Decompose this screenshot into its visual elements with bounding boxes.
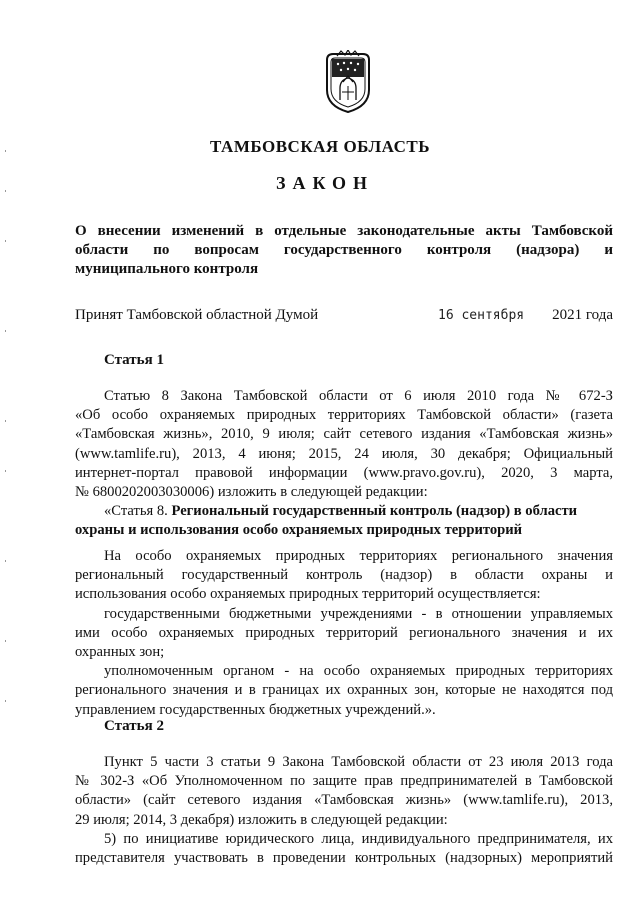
text-line: 5) по инициативе юридического лица, индивидуального предпринимателя, их bbox=[104, 830, 613, 847]
document-type-title: ЗАКОН bbox=[275, 173, 375, 193]
adoption-date: 16 сентября bbox=[438, 308, 525, 323]
text-line: Пункт 5 части 3 статьи 9 Закона Тамбовской области от 23 июля 2013 года bbox=[104, 754, 613, 770]
article-2-paragraph-1 bbox=[75, 753, 613, 868]
text-line: На особо охраняемых природных территориях регионального значения bbox=[104, 548, 613, 564]
scan-margin-dots bbox=[5, 0, 7, 905]
subject-line: О внесении изменений в отдельные законодательные акты Тамбовской bbox=[75, 223, 613, 239]
adoption-line bbox=[75, 307, 613, 324]
text-line: области» (сайт сетевого издания «Тамбовская жизнь» (www.tamlife.ru), 2013, bbox=[75, 792, 613, 809]
adoption-label: Принят Тамбовской областной Думой bbox=[75, 307, 319, 323]
coat-of-arms-icon bbox=[323, 50, 373, 114]
article-1-paragraph-1 bbox=[75, 387, 613, 541]
text-line: 29 июля; 2014, 3 декабря) изложить в следующей редакции: bbox=[75, 811, 448, 828]
text-line: регионального значения и в границах их охранных зон, которые не находятся под bbox=[75, 682, 613, 699]
subject-line: области по вопросам государственного контроля (надзора) и bbox=[75, 242, 613, 258]
text-line: управлением государственных бюджетных учреждений.». bbox=[75, 701, 436, 718]
text-line: № 6800202003030006) изложить в следующей редакции: bbox=[75, 484, 428, 501]
quote-prefix: «Статья 8. bbox=[104, 503, 172, 520]
quote-title: Региональный государственный контроль (надзор) в области bbox=[171, 503, 578, 520]
text-line: государственными бюджетными учреждениями - в отношении управляемых bbox=[104, 605, 613, 622]
quote-title-continued: охраны и использования особо охраняемых природных территорий bbox=[75, 522, 523, 539]
text-line: представителя участвовать в проведении контрольных (надзорных) мероприятий bbox=[75, 850, 613, 867]
article-2-title: Статья 2 bbox=[104, 718, 164, 734]
text-line: региональный государственный контроль (надзор) в области охраны и bbox=[75, 567, 613, 584]
text-line: № 302-З «Об Уполномоченном по защите прав предпринимателей в Тамбовской bbox=[75, 773, 613, 790]
text-line: интернет-портал правовой информации (www.pravo.gov.ru), 2020, 3 марта, bbox=[75, 464, 613, 481]
text-line: охранных зон; bbox=[75, 644, 165, 661]
region-title: ТАМБОВСКАЯ ОБЛАСТЬ bbox=[210, 137, 430, 156]
text-line: (www.tamlife.ru), 2013, 4 июня; 2015, 24 июля, 30 декабря; Официальный bbox=[75, 445, 613, 462]
quoted-article-heading bbox=[75, 502, 613, 521]
text-line: «Об особо охраняемых природных территориях Тамбовской области» (газета bbox=[75, 407, 613, 424]
text-line: использования особо охраняемых природных территорий осуществляется: bbox=[75, 586, 541, 603]
adoption-year: 2021 года bbox=[552, 307, 613, 323]
text-line: уполномоченным органом - на особо охраняемых природных территориях bbox=[104, 663, 613, 680]
text-line: Статью 8 Закона Тамбовской области от 6 июля 2010 года № 672-З bbox=[104, 388, 613, 404]
text-line: ими особо охраняемых природных территорий регионального значения и их bbox=[75, 624, 613, 641]
article-1-title: Статья 1 bbox=[104, 352, 164, 368]
subject-line: муниципального контроля bbox=[75, 261, 259, 277]
text-line: «Тамбовская жизнь», 2010, 9 июля; сайт сетевого издания «Тамбовская жизнь» bbox=[75, 426, 613, 443]
article-1-paragraph-2 bbox=[75, 547, 613, 720]
law-subject bbox=[75, 222, 613, 279]
